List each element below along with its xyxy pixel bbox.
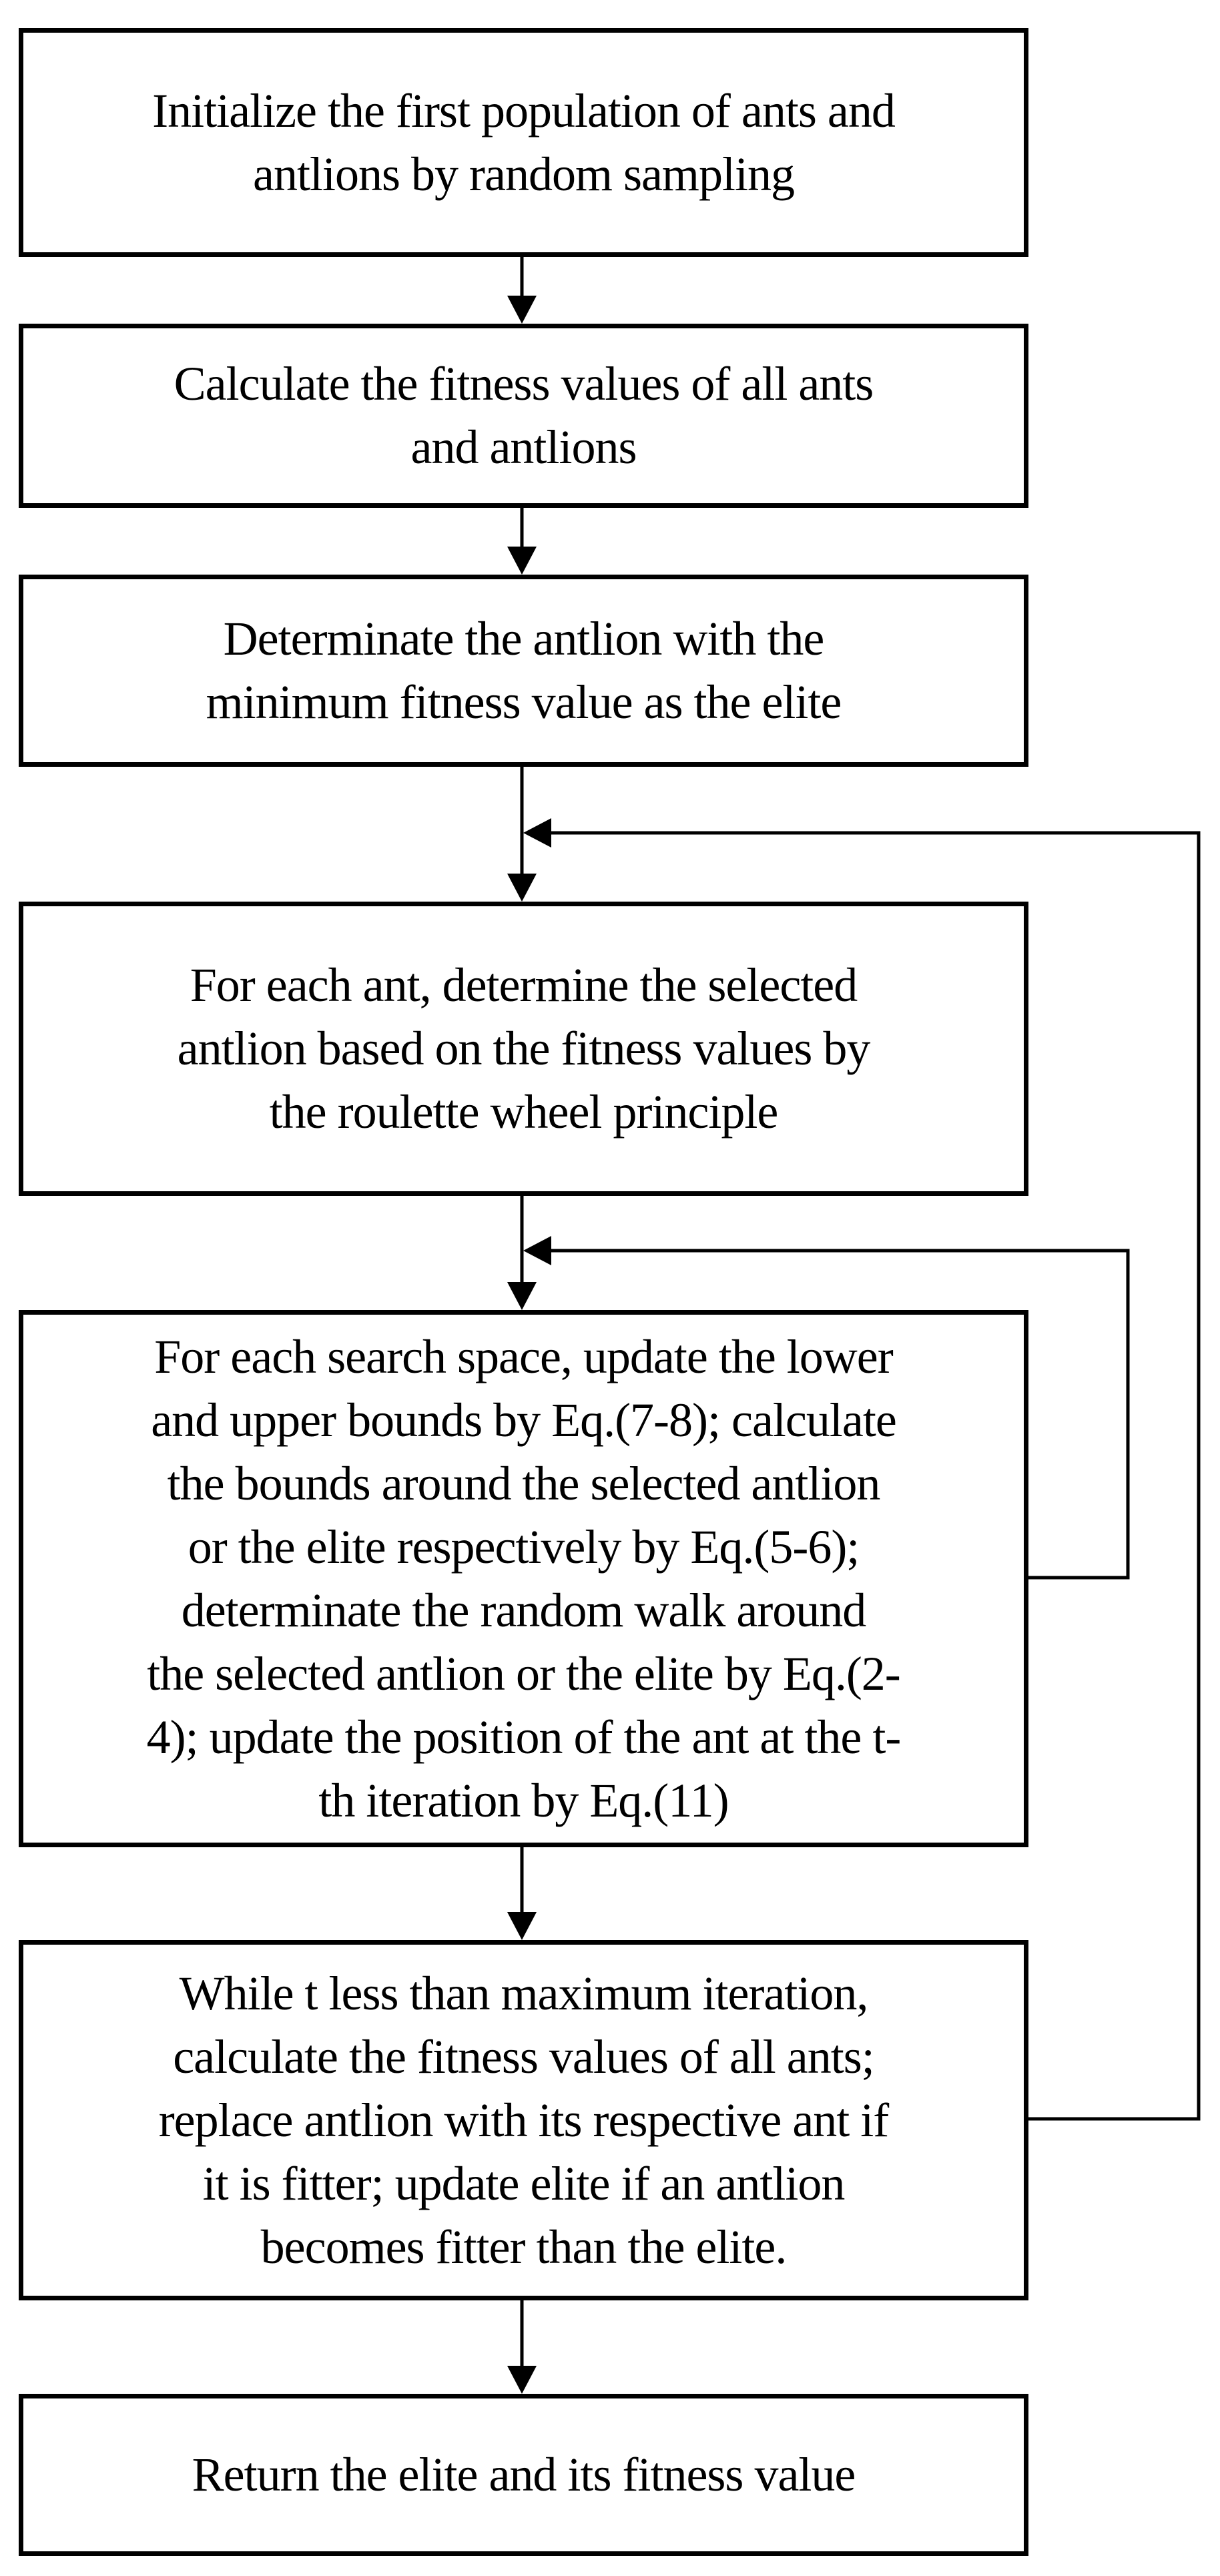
step-text-line: antlion based on the fitness values by [177, 1022, 870, 1075]
step-update-positions [19, 1310, 1028, 1847]
step-text-line: minimum fitness value as the elite [206, 675, 842, 729]
step-text-line: antlions by random sampling [253, 147, 794, 201]
arrowhead-down-icon [507, 1912, 537, 1940]
step-text-line: and upper bounds by Eq.(7-8); calculate [151, 1393, 896, 1447]
step-text-line: or the elite respectively by Eq.(5-6); [188, 1520, 860, 1574]
arrowhead-down-icon [507, 874, 537, 902]
step-text-line: determinate the random walk around [181, 1583, 866, 1637]
arrowhead-left-icon [523, 1236, 551, 1265]
arrowhead-down-icon [507, 547, 537, 575]
step-text-line: the selected antlion or the elite by Eq.(2- [147, 1646, 900, 1700]
step-calculate-fitness [19, 324, 1028, 508]
step-determine-elite [19, 575, 1028, 767]
step-text-line: the roulette wheel principle [269, 1085, 778, 1139]
step-text-line: While t less than maximum iteration, [179, 1966, 868, 2020]
step-text-line: becomes fitter than the elite. [260, 2220, 787, 2274]
step-text-line: th iteration by Eq.(11) [318, 1773, 729, 1827]
step-text-line: For each ant, determine the selected [190, 958, 858, 1012]
arrowhead-down-icon [507, 1282, 537, 1310]
step-text-line: replace antlion with its respective ant if [158, 2093, 889, 2147]
step-text-line: the bounds around the selected antlion [167, 1456, 880, 1510]
step-text-line: it is fitter; update elite if an antlion [202, 2156, 845, 2210]
step-return-elite [19, 2394, 1028, 2556]
step-text-line: and antlions [410, 420, 637, 474]
step-text-line: Determinate the antlion with the [223, 612, 824, 665]
step-iteration-loop [19, 1940, 1028, 2300]
step-select-antlion [19, 902, 1028, 1196]
step-text-line: Initialize the first population of ants and [152, 83, 895, 137]
step-text-line: Calculate the fitness values of all ants [174, 357, 874, 410]
arrowhead-left-icon [523, 818, 551, 848]
step-text-line: For each search space, update the lower [154, 1329, 893, 1383]
step-text-line: Return the elite and its fitness value [192, 2448, 856, 2501]
arrowhead-down-icon [507, 2366, 537, 2394]
step-initialize-population [19, 28, 1028, 257]
step-text-line: 4); update the position of the ant at the t- [146, 1710, 901, 1764]
arrowhead-down-icon [507, 296, 537, 324]
step-text-line: calculate the fitness values of all ants; [173, 2029, 874, 2083]
